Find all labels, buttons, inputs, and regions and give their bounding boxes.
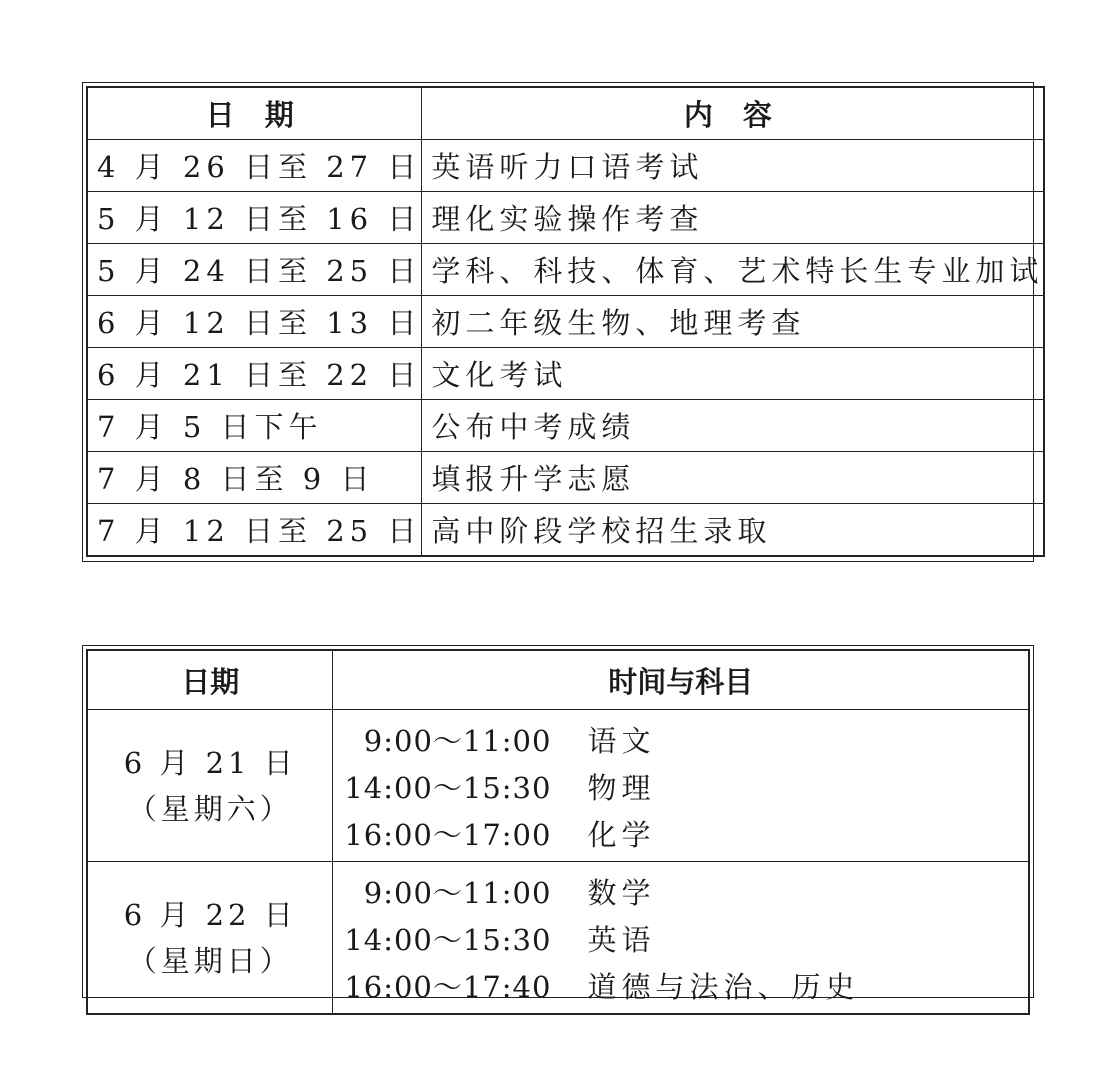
row-content: 理化实验操作考查 <box>422 192 1045 244</box>
row-date: 6 月 21 日至 22 日 <box>87 348 422 400</box>
header-date: 日 期 <box>87 87 422 140</box>
table-row <box>87 192 1044 244</box>
exam-weekday: （星期六） <box>127 791 293 826</box>
slot-time: 16:00～17:40 <box>344 970 552 1004</box>
table-header-row <box>87 87 1044 140</box>
exam-date: 6 月 22 日 <box>123 897 297 932</box>
slot-subject: 物理 <box>587 771 656 805</box>
slot-subject: 英语 <box>587 923 656 957</box>
table-header-row <box>87 650 1029 710</box>
header-content: 内 容 <box>422 87 1045 140</box>
exam-slot <box>333 810 1028 857</box>
exam-slots-cell <box>333 862 1029 1015</box>
header-time-subject: 时间与科目 <box>333 650 1029 710</box>
table-row <box>87 504 1044 557</box>
row-date: 7 月 12 日至 25 日 <box>87 504 422 557</box>
row-content: 英语听力口语考试 <box>422 140 1045 192</box>
schedule-table <box>86 86 1045 557</box>
slot-subject: 道德与法治、历史 <box>587 970 860 1004</box>
exam-slots-cell <box>333 710 1029 862</box>
table-row <box>87 296 1044 348</box>
table-row <box>87 862 1029 1015</box>
row-date: 5 月 24 日至 25 日 <box>87 244 422 296</box>
row-content: 初二年级生物、地理考查 <box>422 296 1045 348</box>
row-date: 5 月 12 日至 16 日 <box>87 192 422 244</box>
row-content: 填报升学志愿 <box>422 452 1045 504</box>
exam-slot <box>333 763 1028 810</box>
slot-time: 14:00～15:30 <box>344 923 552 957</box>
table-row <box>87 452 1044 504</box>
exam-slot <box>333 716 1028 763</box>
exam-schedule-table <box>86 649 1030 1015</box>
row-date: 4 月 26 日至 27 日 <box>87 140 422 192</box>
header-date: 日期 <box>87 650 333 710</box>
exam-weekday: （星期日） <box>127 943 293 978</box>
table-row <box>87 710 1029 862</box>
exam-slot <box>333 868 1028 915</box>
row-date: 7 月 8 日至 9 日 <box>87 452 422 504</box>
table-row <box>87 244 1044 296</box>
slot-time: 9:00～11:00 <box>363 724 552 758</box>
row-content: 文化考试 <box>422 348 1045 400</box>
slot-subject: 化学 <box>587 818 656 852</box>
slot-time: 16:00～17:00 <box>344 818 552 852</box>
exam-day-cell <box>87 862 333 1015</box>
row-content: 公布中考成绩 <box>422 400 1045 452</box>
table-row <box>87 348 1044 400</box>
exam-slot <box>333 915 1028 962</box>
table-row <box>87 140 1044 192</box>
row-content: 高中阶段学校招生录取 <box>422 504 1045 557</box>
row-content: 学科、科技、体育、艺术特长生专业加试 <box>422 244 1045 296</box>
exam-date: 6 月 21 日 <box>123 745 297 780</box>
slot-time: 9:00～11:00 <box>363 876 552 910</box>
slot-subject: 数学 <box>587 876 656 910</box>
exam-day-cell <box>87 710 333 862</box>
table-row <box>87 400 1044 452</box>
row-date: 6 月 12 日至 13 日 <box>87 296 422 348</box>
slot-subject: 语文 <box>587 724 656 758</box>
row-date: 7 月 5 日下午 <box>87 400 422 452</box>
slot-time: 14:00～15:30 <box>344 771 552 805</box>
exam-slot <box>333 962 1028 1009</box>
